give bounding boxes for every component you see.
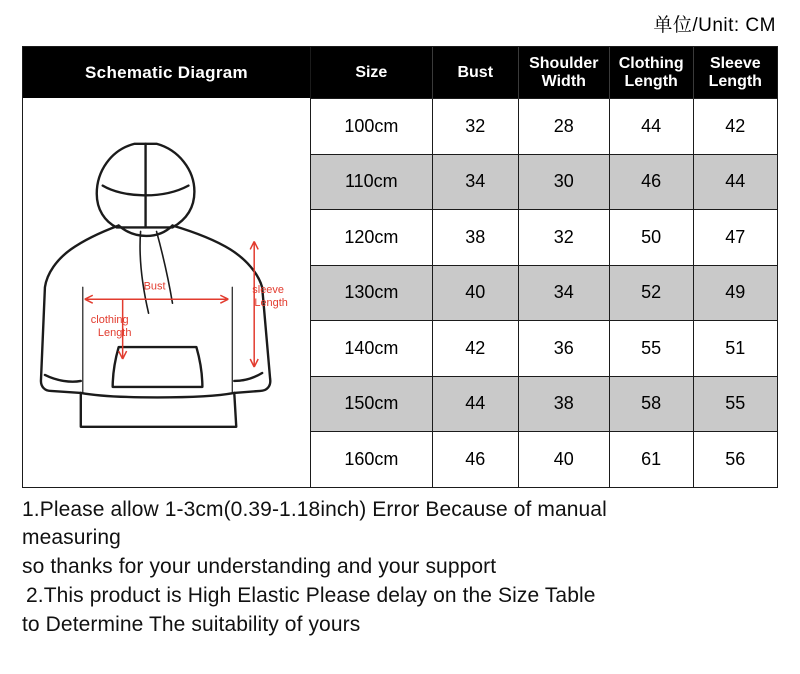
cell-bust: 46 — [432, 432, 518, 487]
cell-clothing: 50 — [609, 210, 693, 266]
table-row — [311, 210, 777, 266]
cell-bust: 44 — [432, 376, 518, 432]
size-chart-table — [22, 46, 778, 488]
column-header-clothing-line1: Clothing — [618, 55, 684, 73]
note-line-3: so thanks for your understanding and your support — [22, 555, 497, 579]
cell-bust: 32 — [432, 99, 518, 155]
column-header-clothing-length — [609, 47, 693, 99]
column-header-size-line1: Size — [355, 63, 388, 81]
unit-label: 单位/Unit: CM — [653, 14, 776, 36]
column-header-shoulder-line2: Width — [541, 72, 586, 90]
cell-shoulder: 32 — [518, 210, 609, 266]
cell-size: 100cm — [311, 99, 432, 155]
column-header-bust-line1: Bust — [457, 63, 494, 81]
cell-shoulder: 40 — [518, 432, 609, 487]
column-header-size — [311, 47, 432, 99]
cell-bust: 42 — [432, 321, 518, 377]
cell-size: 110cm — [311, 154, 432, 210]
hoodie-illustration-svg — [23, 98, 310, 487]
clothing-length-label-line1: clothing — [90, 314, 129, 327]
notes-block — [22, 488, 778, 641]
bust-label: Bust — [143, 280, 166, 293]
cell-shoulder: 36 — [518, 321, 609, 377]
table-header-row — [311, 47, 777, 99]
schematic-header: Schematic Diagram — [23, 47, 310, 98]
table-row — [311, 99, 777, 155]
note-line-5: to Determine The suitability of yours — [22, 613, 361, 637]
measurements-column — [311, 47, 777, 487]
cell-bust: 38 — [432, 210, 518, 266]
cell-bust: 40 — [432, 265, 518, 321]
cell-shoulder: 28 — [518, 99, 609, 155]
table-row — [311, 376, 777, 432]
note-line-4: 2.This product is High Elastic Please delay on the Size Table — [26, 584, 596, 608]
cell-shoulder: 38 — [518, 376, 609, 432]
note-line-1: 1.Please allow 1-3cm(0.39-1.18inch) Error Because of manual — [22, 497, 607, 521]
column-header-sleeve-line2: Length — [708, 72, 762, 90]
cell-size: 150cm — [311, 376, 432, 432]
table-row — [311, 154, 777, 210]
note-line-2: measuring — [22, 526, 121, 550]
schematic-column — [23, 47, 311, 487]
cell-sleeve: 51 — [693, 321, 777, 377]
cell-size: 160cm — [311, 432, 432, 487]
cell-sleeve: 49 — [693, 265, 777, 321]
cell-clothing: 55 — [609, 321, 693, 377]
cell-clothing: 46 — [609, 154, 693, 210]
column-header-sleeve-line1: Sleeve — [709, 55, 761, 73]
cell-sleeve: 42 — [693, 99, 777, 155]
column-header-shoulder-width — [518, 47, 609, 99]
measurements-table — [311, 47, 777, 487]
cell-sleeve: 44 — [693, 154, 777, 210]
cell-shoulder: 30 — [518, 154, 609, 210]
table-row — [311, 321, 777, 377]
table-row — [311, 265, 777, 321]
cell-clothing: 58 — [609, 376, 693, 432]
table-row — [311, 432, 777, 487]
cell-sleeve: 56 — [693, 432, 777, 487]
sleeve-length-label-line2: Length — [254, 297, 288, 310]
cell-shoulder: 34 — [518, 265, 609, 321]
column-header-bust — [432, 47, 518, 99]
schematic-body — [23, 98, 310, 487]
cell-clothing: 52 — [609, 265, 693, 321]
cell-sleeve: 55 — [693, 376, 777, 432]
sleeve-length-label-line1: sleeve — [252, 284, 284, 297]
cell-size: 120cm — [311, 210, 432, 266]
column-header-sleeve-length — [693, 47, 777, 99]
clothing-length-label-line2: Length — [97, 327, 132, 340]
column-header-shoulder-line1: Shoulder — [529, 55, 599, 73]
cell-clothing: 61 — [609, 432, 693, 487]
unit-row — [22, 0, 778, 46]
cell-sleeve: 47 — [693, 210, 777, 266]
cell-clothing: 44 — [609, 99, 693, 155]
cell-size: 130cm — [311, 265, 432, 321]
cell-size: 140cm — [311, 321, 432, 377]
column-header-clothing-line2: Length — [624, 72, 678, 90]
cell-bust: 34 — [432, 154, 518, 210]
